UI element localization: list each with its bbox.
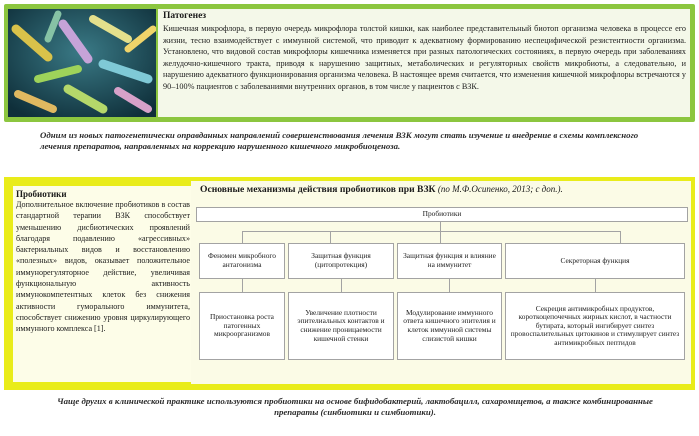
connector-horizontal — [242, 231, 620, 232]
probiotics-text: Дополнительное включение пробиотиков в состав стандартной терапии ВЗК способствует уменьшению дисбиотических проявлений благодаря подавлению «агрессивных» бактериальных видов и восстановлению «полезных» видов, оказывает положительное иммунорегуляторное действие, увеличивая функциональную активность иммунокомпетентных клеток без снижения активности гуморального иммунитета, способствует снижению уровня циркулирующего иммунного комплекса [1]. — [16, 200, 190, 334]
diagram-root-box: Пробиотики — [196, 207, 688, 222]
connector-m3 — [440, 231, 441, 243]
probiotics-title: Пробиотики — [16, 189, 67, 199]
pathogenesis-title: Патогенез — [163, 11, 207, 21]
diagram-source-note: (по М.Ф.Осипенко, 2013; с доп.). — [437, 184, 563, 194]
bacteria-illustration-icon — [8, 9, 156, 117]
connector-m4 — [620, 231, 621, 243]
diagram-heading: Основные механизмы действия пробиотиков при ВЗК — [200, 184, 436, 195]
connector-e1 — [242, 279, 243, 292]
connector-m1 — [242, 231, 243, 243]
summary-text: Одним из новых патогенетически оправданных направлений совершенствования лечения ВЗК могут стать изучение и внедрение в схемы комплексного лечения препаратов, направленных на коррекцию нарушенного кишечного микробиоценоза. — [40, 130, 639, 151]
effect-box: Модулирование иммунного ответа кишечного эпителия и клеток иммунной системы слизистой кишки — [397, 292, 502, 360]
effect-box: Увеличение плотности эпителиальных контактов и снижение проницаемости кишечной стенки — [288, 292, 394, 360]
mechanism-box: Секреторная функция — [505, 243, 685, 279]
pathogenesis-text: Кишечная микрофлора, в первую очередь микрофлора толстой кишки, как наиболее представительный биотоп организма человека в процессе его жизни, тесно взаимодействует с иммунной системой, что приводит к адекватному формированию неспецифической резистентности организма. Установлено, что видовой состав микрофлоры кишечника изменяется при разных патологических состояниях, в первую очередь при заболеваниях желудочно-кишечного тракта, приводя к нарушению защитных, метаболических и регуляторных свойств микробиоты, а следовательно, и нарушению адекватного функционирования организма человека. В настоящее время считается, что изменения кишечной микрофлоры встречаются у 90–100% пациентов с заболеваниями внутренних органов, в том числе у пациентов с ВЗК. — [163, 24, 686, 91]
connector-e3 — [449, 279, 450, 292]
effect-box: Приостановка роста патогенных микроорганизмов — [199, 292, 285, 360]
mechanism-box: Защитная функция (цитопротекция) — [288, 243, 394, 279]
connector-e4 — [595, 279, 596, 292]
connector-e2 — [341, 279, 342, 292]
mechanism-box: Защитная функция и влияние на иммунитет — [397, 243, 502, 279]
bacteria-photo — [8, 9, 156, 117]
mechanism-box: Феномен микробного антагонизма — [199, 243, 285, 279]
connector-root — [440, 222, 441, 231]
connector-m2 — [330, 231, 331, 243]
diagram-title — [200, 184, 563, 195]
conclusion-text: Чаще других в клинической практике используются пробиотики на основе бифидобактерий, лактобацилл, сахаромицетов, а также комбинированные препараты (синбиотики и симбиотики). — [57, 396, 653, 417]
effect-box: Секреция антимикробных продуктов, короткоцепочечных жирных кислот, в частности бутирата, который ингибирует синтез провоспалительных цитокинов и стимулирует синтез антимикробных пептидов — [505, 292, 685, 360]
